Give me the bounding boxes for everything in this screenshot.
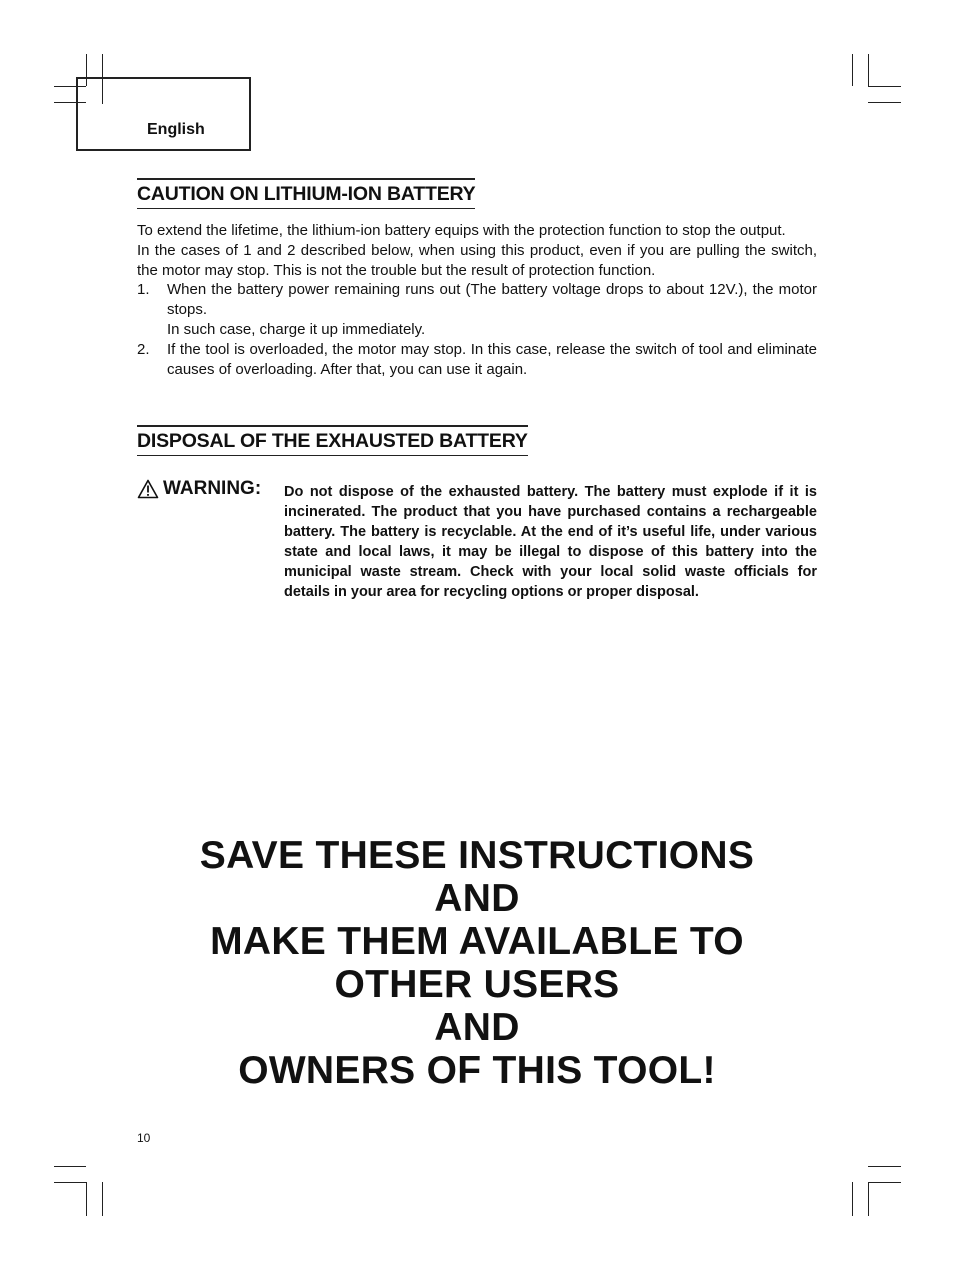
- notice-line: OWNERS OF THIS TOOL!: [238, 1049, 716, 1092]
- crop-mark: [868, 54, 869, 86]
- crop-mark: [54, 1166, 86, 1167]
- crop-mark: [86, 1182, 87, 1216]
- language-tab: [76, 77, 251, 151]
- warning-text-label: WARNING:: [163, 478, 262, 499]
- list-number: 1.: [137, 281, 150, 299]
- crop-mark: [868, 102, 901, 103]
- list-subtext: In such case, charge it up immediately.: [167, 320, 426, 338]
- caution-paragraph: To extend the lifetime, the lithium-ion battery equips with the protection function to stop the output.: [137, 222, 786, 239]
- notice-line: MAKE THEM AVAILABLE TO: [210, 920, 744, 963]
- crop-mark: [852, 1182, 853, 1216]
- crop-mark: [54, 1182, 86, 1183]
- crop-mark: [102, 1182, 103, 1216]
- notice-line: AND: [434, 877, 520, 920]
- warning-triangle-icon: [137, 479, 159, 499]
- list-text: When the battery power remaining runs out (The battery voltage drops to about 12V.), the motor stops.: [167, 281, 817, 319]
- page-number: 10: [137, 1131, 151, 1145]
- caution-heading: CAUTION ON LITHIUM-ION BATTERY: [137, 178, 475, 209]
- notice-line: SAVE THESE INSTRUCTIONS: [199, 834, 755, 877]
- notice-line: AND: [434, 1006, 520, 1049]
- list-text: If the tool is overloaded, the motor may stop. In this case, release the switch of tool and eliminate causes of overloading. After that, you can use it again.: [167, 340, 817, 378]
- crop-mark: [868, 1166, 901, 1167]
- list-item: [137, 280, 817, 339]
- list-number: 2.: [137, 340, 150, 358]
- caution-list: [137, 280, 817, 379]
- crop-mark: [868, 1182, 901, 1183]
- list-item: [137, 340, 817, 380]
- caution-body: [137, 221, 817, 379]
- crop-mark: [852, 54, 853, 86]
- disposal-heading: DISPOSAL OF THE EXHAUSTED BATTERY: [137, 425, 528, 456]
- warning-label: [137, 478, 261, 500]
- crop-mark: [868, 86, 901, 87]
- caution-paragraph: In the cases of 1 and 2 described below, when using this product, even if you are pulling the switch, the motor may stop. This is not the trouble but the result of protection function.: [137, 241, 817, 279]
- notice-line: OTHER USERS: [334, 963, 620, 1006]
- warning-body: Do not dispose of the exhausted battery. The battery must explode if it is incinerated. The product that you have purchased contains a rechargeable battery. The battery is recyclable. At the end of it’s useful life, under various state and local laws, it may be illegal to dispose of this battery into the municipal waste stream. Check with your local solid waste officials for details in your area for recycling options or proper disposal.: [284, 484, 817, 600]
- save-instructions-notice: [0, 834, 954, 1092]
- crop-mark: [868, 1182, 869, 1216]
- language-label: English: [147, 121, 205, 138]
